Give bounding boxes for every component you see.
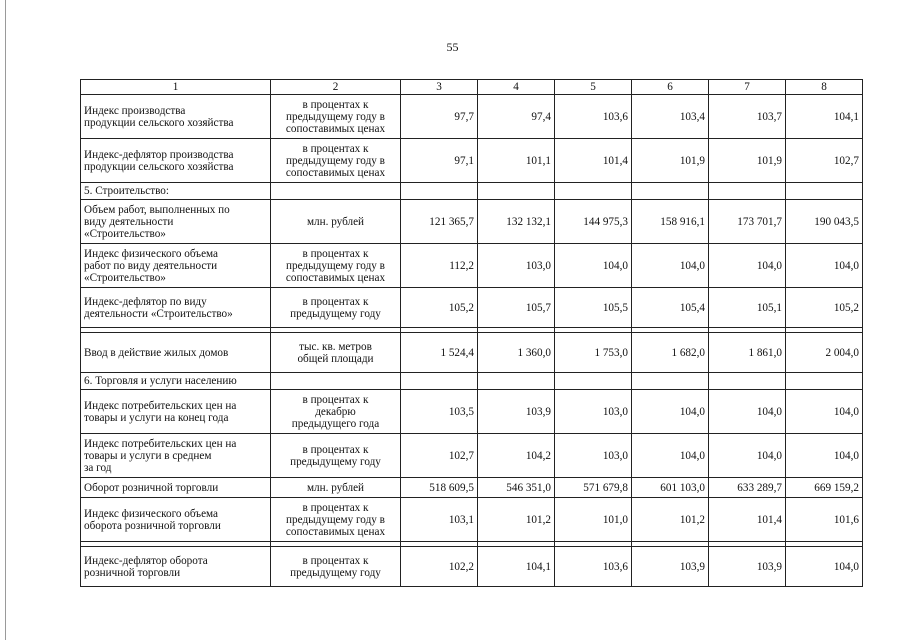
indicator-line: Объем работ, выполненных по: [84, 203, 230, 216]
value-cell: 101,2: [478, 498, 555, 542]
value-cell: 518 609,5: [401, 478, 478, 498]
unit-line: в процентах к: [302, 501, 369, 514]
unit-line: предыдущему году в: [286, 154, 385, 167]
indicator-line: Оборот розничной торговли: [84, 481, 219, 494]
column-header: 3: [401, 80, 478, 95]
unit-line: общей площади: [297, 352, 374, 365]
indicator-cell: [81, 478, 271, 498]
value-cell: 103,6: [555, 547, 632, 587]
column-header: 7: [709, 80, 786, 95]
indicator-line: продукции сельского хозяйства: [84, 160, 234, 173]
column-header: 6: [632, 80, 709, 95]
empty-cell: [555, 373, 632, 390]
value-cell: 104,0: [709, 244, 786, 288]
value-cell: 103,9: [632, 547, 709, 587]
indicator-line: розничной торговли: [84, 566, 181, 579]
value-cell: 101,9: [709, 139, 786, 183]
table-row: [81, 390, 863, 434]
empty-cell: [401, 373, 478, 390]
unit-line: млн. рублей: [306, 481, 365, 494]
indicator-line: товары и услуги в среднем: [84, 449, 212, 462]
indicator-cell: [81, 95, 271, 139]
value-cell: 102,7: [401, 434, 478, 478]
value-cell: 104,0: [632, 244, 709, 288]
empty-cell: [478, 183, 555, 200]
unit-line: сопоставимых ценах: [285, 525, 386, 538]
table-header-row: [81, 80, 863, 95]
indicator-cell: [81, 244, 271, 288]
value-cell: 104,0: [709, 390, 786, 434]
value-cell: 105,2: [786, 288, 863, 328]
table-row: [81, 244, 863, 288]
value-cell: 103,5: [401, 390, 478, 434]
value-cell: 101,1: [478, 139, 555, 183]
unit-line: предыдущему году в: [286, 259, 385, 272]
indicator-line: Индекс потребительских цен на: [84, 437, 237, 450]
empty-cell: [632, 183, 709, 200]
indicator-line: «Строительство»: [84, 271, 166, 284]
value-cell: 173 701,7: [709, 200, 786, 244]
table-body: [81, 80, 863, 587]
empty-cell: [271, 183, 401, 200]
value-cell: 1 524,4: [401, 333, 478, 373]
value-cell: 104,1: [478, 547, 555, 587]
indicator-line: Индекс физического объема: [84, 247, 219, 260]
value-cell: 601 103,0: [632, 478, 709, 498]
empty-cell: [478, 373, 555, 390]
value-cell: 103,7: [709, 95, 786, 139]
value-cell: 101,6: [786, 498, 863, 542]
empty-cell: [709, 183, 786, 200]
indicator-line: Индекс-дефлятор оборота: [84, 554, 208, 567]
unit-line: в процентах к: [302, 142, 369, 155]
value-cell: 101,0: [555, 498, 632, 542]
value-cell: 144 975,3: [555, 200, 632, 244]
unit-line: в процентах к: [302, 247, 369, 260]
value-cell: 1 861,0: [709, 333, 786, 373]
value-cell: 104,2: [478, 434, 555, 478]
unit-line: предыдущему году: [290, 307, 381, 320]
value-cell: 101,9: [632, 139, 709, 183]
value-cell: 103,0: [555, 390, 632, 434]
indicator-line: работ по виду деятельности: [84, 259, 218, 272]
unit-cell: [271, 139, 401, 183]
unit-cell: [271, 547, 401, 587]
indicator-line: Ввод в действие жилых домов: [84, 346, 229, 359]
column-header: 4: [478, 80, 555, 95]
indicator-line: оборота розничной торговли: [84, 519, 221, 532]
section-row: [81, 183, 863, 200]
value-cell: 121 365,7: [401, 200, 478, 244]
unit-line: в процентах к: [302, 443, 369, 456]
table-row: [81, 200, 863, 244]
value-cell: 104,0: [786, 390, 863, 434]
empty-cell: [632, 373, 709, 390]
value-cell: 571 679,8: [555, 478, 632, 498]
unit-line: в процентах к: [302, 295, 369, 308]
unit-line: декабрю: [315, 405, 356, 418]
indicator-line: Индекс физического объема: [84, 507, 219, 520]
unit-cell: [271, 434, 401, 478]
table-row: [81, 139, 863, 183]
unit-line: в процентах к: [302, 98, 369, 111]
empty-cell: [401, 183, 478, 200]
unit-cell: [271, 390, 401, 434]
value-cell: 104,0: [709, 434, 786, 478]
value-cell: 104,0: [632, 390, 709, 434]
value-cell: 104,0: [632, 434, 709, 478]
indicator-line: товары и услуги на конец года: [84, 411, 229, 424]
value-cell: 103,0: [555, 434, 632, 478]
indicator-cell: [81, 333, 271, 373]
value-cell: 97,4: [478, 95, 555, 139]
empty-cell: [271, 373, 401, 390]
indicator-cell: [81, 434, 271, 478]
value-cell: 103,4: [632, 95, 709, 139]
indicator-line: виду деятельности: [84, 215, 174, 228]
table-row: [81, 498, 863, 542]
value-cell: 101,4: [709, 498, 786, 542]
table-row: [81, 547, 863, 587]
unit-cell: [271, 200, 401, 244]
page-number: 55: [446, 40, 459, 54]
empty-cell: [555, 183, 632, 200]
column-header: 5: [555, 80, 632, 95]
statistics-table: [80, 79, 863, 587]
value-cell: 158 916,1: [632, 200, 709, 244]
unit-line: предыдущего года: [291, 417, 380, 430]
value-cell: 103,6: [555, 95, 632, 139]
section-title: 5. Строительство:: [81, 183, 271, 200]
table-row: [81, 434, 863, 478]
value-cell: 101,2: [632, 498, 709, 542]
unit-line: в процентах к: [302, 554, 369, 567]
indicator-cell: [81, 139, 271, 183]
value-cell: 104,0: [555, 244, 632, 288]
unit-line: предыдущему году в: [286, 513, 385, 526]
unit-cell: [271, 95, 401, 139]
empty-cell: [709, 373, 786, 390]
unit-cell: [271, 333, 401, 373]
value-cell: 132 132,1: [478, 200, 555, 244]
section-row: [81, 373, 863, 390]
indicator-line: деятельности «Строительство»: [84, 307, 233, 320]
value-cell: 105,7: [478, 288, 555, 328]
value-cell: 105,4: [632, 288, 709, 328]
value-cell: 101,4: [555, 139, 632, 183]
value-cell: 103,0: [478, 244, 555, 288]
value-cell: 1 682,0: [632, 333, 709, 373]
page-edge-line: [5, 0, 6, 640]
indicator-line: Индекс производства: [84, 104, 186, 117]
empty-cell: [786, 183, 863, 200]
value-cell: 112,2: [401, 244, 478, 288]
unit-line: сопоставимых ценах: [285, 271, 386, 284]
indicator-line: Индекс потребительских цен на: [84, 399, 237, 412]
value-cell: 104,0: [786, 434, 863, 478]
unit-line: предыдущему году: [290, 455, 381, 468]
value-cell: 546 351,0: [478, 478, 555, 498]
table-row: [81, 95, 863, 139]
unit-line: сопоставимых ценах: [285, 122, 386, 135]
value-cell: 105,1: [709, 288, 786, 328]
unit-cell: [271, 288, 401, 328]
indicator-line: «Строительство»: [84, 227, 166, 240]
value-cell: 1 360,0: [478, 333, 555, 373]
section-title: 6. Торговля и услуги населению: [81, 373, 271, 390]
value-cell: 633 289,7: [709, 478, 786, 498]
value-cell: 104,0: [786, 547, 863, 587]
value-cell: 190 043,5: [786, 200, 863, 244]
unit-line: в процентах к: [302, 393, 369, 406]
value-cell: 97,7: [401, 95, 478, 139]
indicator-line: Индекс-дефлятор по виду: [84, 295, 207, 308]
value-cell: 104,0: [786, 244, 863, 288]
value-cell: 97,1: [401, 139, 478, 183]
unit-line: тыс. кв. метров: [299, 340, 372, 353]
value-cell: 102,7: [786, 139, 863, 183]
empty-cell: [786, 373, 863, 390]
value-cell: 105,2: [401, 288, 478, 328]
unit-line: предыдущему году: [290, 566, 381, 579]
unit-line: сопоставимых ценах: [285, 166, 386, 179]
indicator-cell: [81, 547, 271, 587]
unit-line: млн. рублей: [306, 215, 365, 228]
table-row: [81, 288, 863, 328]
table-row: [81, 478, 863, 498]
indicator-cell: [81, 390, 271, 434]
value-cell: 103,9: [709, 547, 786, 587]
value-cell: 105,5: [555, 288, 632, 328]
value-cell: 103,1: [401, 498, 478, 542]
unit-cell: [271, 244, 401, 288]
value-cell: 102,2: [401, 547, 478, 587]
column-header: 1: [81, 80, 271, 95]
value-cell: 1 753,0: [555, 333, 632, 373]
value-cell: 669 159,2: [786, 478, 863, 498]
indicator-cell: [81, 288, 271, 328]
indicator-line: Индекс-дефлятор производства: [84, 148, 234, 161]
indicator-cell: [81, 498, 271, 542]
column-header: 8: [786, 80, 863, 95]
column-header: 2: [271, 80, 401, 95]
unit-line: предыдущему году в: [286, 110, 385, 123]
unit-cell: [271, 478, 401, 498]
value-cell: 104,1: [786, 95, 863, 139]
unit-cell: [271, 498, 401, 542]
table-row: [81, 333, 863, 373]
indicator-line: продукции сельского хозяйства: [84, 116, 234, 129]
value-cell: 103,9: [478, 390, 555, 434]
indicator-line: за год: [84, 461, 112, 474]
indicator-cell: [81, 200, 271, 244]
value-cell: 2 004,0: [786, 333, 863, 373]
